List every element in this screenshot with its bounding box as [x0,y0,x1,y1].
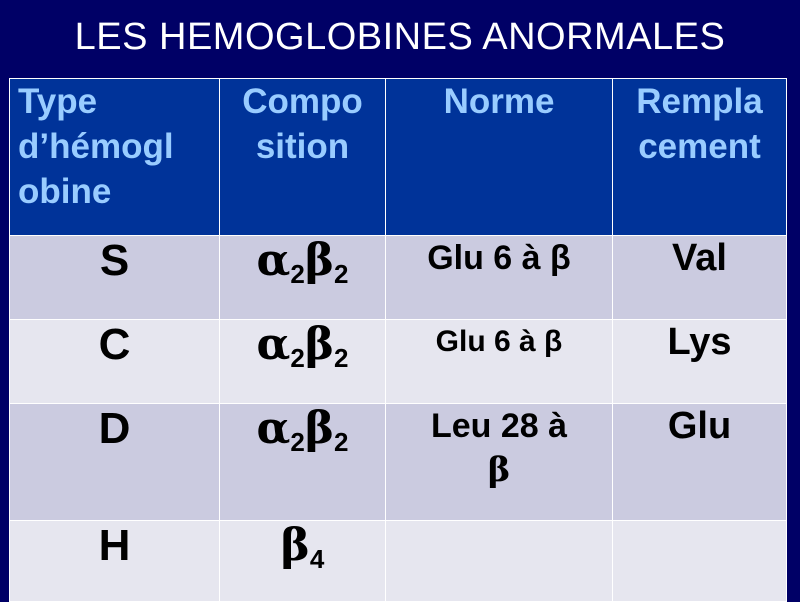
table-row [10,521,787,602]
header-composition-line: sition [255,127,350,166]
composition-symbol: α [256,403,291,454]
header-remplacement-line: cement [638,127,761,166]
type-cell: S [10,236,220,320]
header-remplacement [613,79,787,236]
remplacement-cell [613,521,787,602]
norme-cell: Glu 6 à β [386,320,613,404]
table-row [10,320,787,404]
hemoglobin-table [9,78,787,602]
norme-cell [386,521,613,602]
composition-subscript: 2 [290,427,305,457]
header-type-line: obine [18,172,112,211]
composition-cell [220,320,386,404]
remplacement-cell: Glu [613,404,787,521]
composition-cell [220,404,386,521]
table-row [10,236,787,320]
header-composition-line: Compo [242,82,363,121]
table-row [10,404,787,521]
composition-symbol: β [304,235,335,286]
composition-cell [220,521,386,602]
remplacement-cell: Val [613,236,787,320]
table-header-row [10,79,787,236]
header-remplacement-line: Rempla [636,82,763,121]
type-cell: H [10,521,220,602]
composition-subscript: 2 [334,343,349,373]
composition-subscript: 2 [334,259,349,289]
norme-cell [386,404,613,521]
header-norme-line: Norme [443,82,555,121]
header-type-line: Type [18,82,98,121]
composition-symbol: β [280,520,310,571]
composition-subscript: 4 [309,544,325,574]
composition-symbol: α [256,319,291,370]
header-norme [386,79,613,236]
norme-cell: Glu 6 à β [386,236,613,320]
composition-subscript: 2 [334,427,349,457]
norme-line: Leu 28 à [430,407,568,445]
composition-subscript: 2 [290,259,305,289]
composition-symbol: β [304,319,335,370]
type-cell: C [10,320,220,404]
composition-cell [220,236,386,320]
composition-subscript: 2 [290,343,305,373]
header-type-line: d’hémogl [18,127,174,166]
type-cell: D [10,404,220,521]
remplacement-cell: Lys [613,320,787,404]
header-composition [220,79,386,236]
slide-title: LES HEMOGLOBINES ANORMALES [74,16,726,58]
composition-symbol: β [304,403,335,454]
composition-symbol: α [256,235,291,286]
header-type [10,79,220,236]
norme-line: β [487,450,511,490]
